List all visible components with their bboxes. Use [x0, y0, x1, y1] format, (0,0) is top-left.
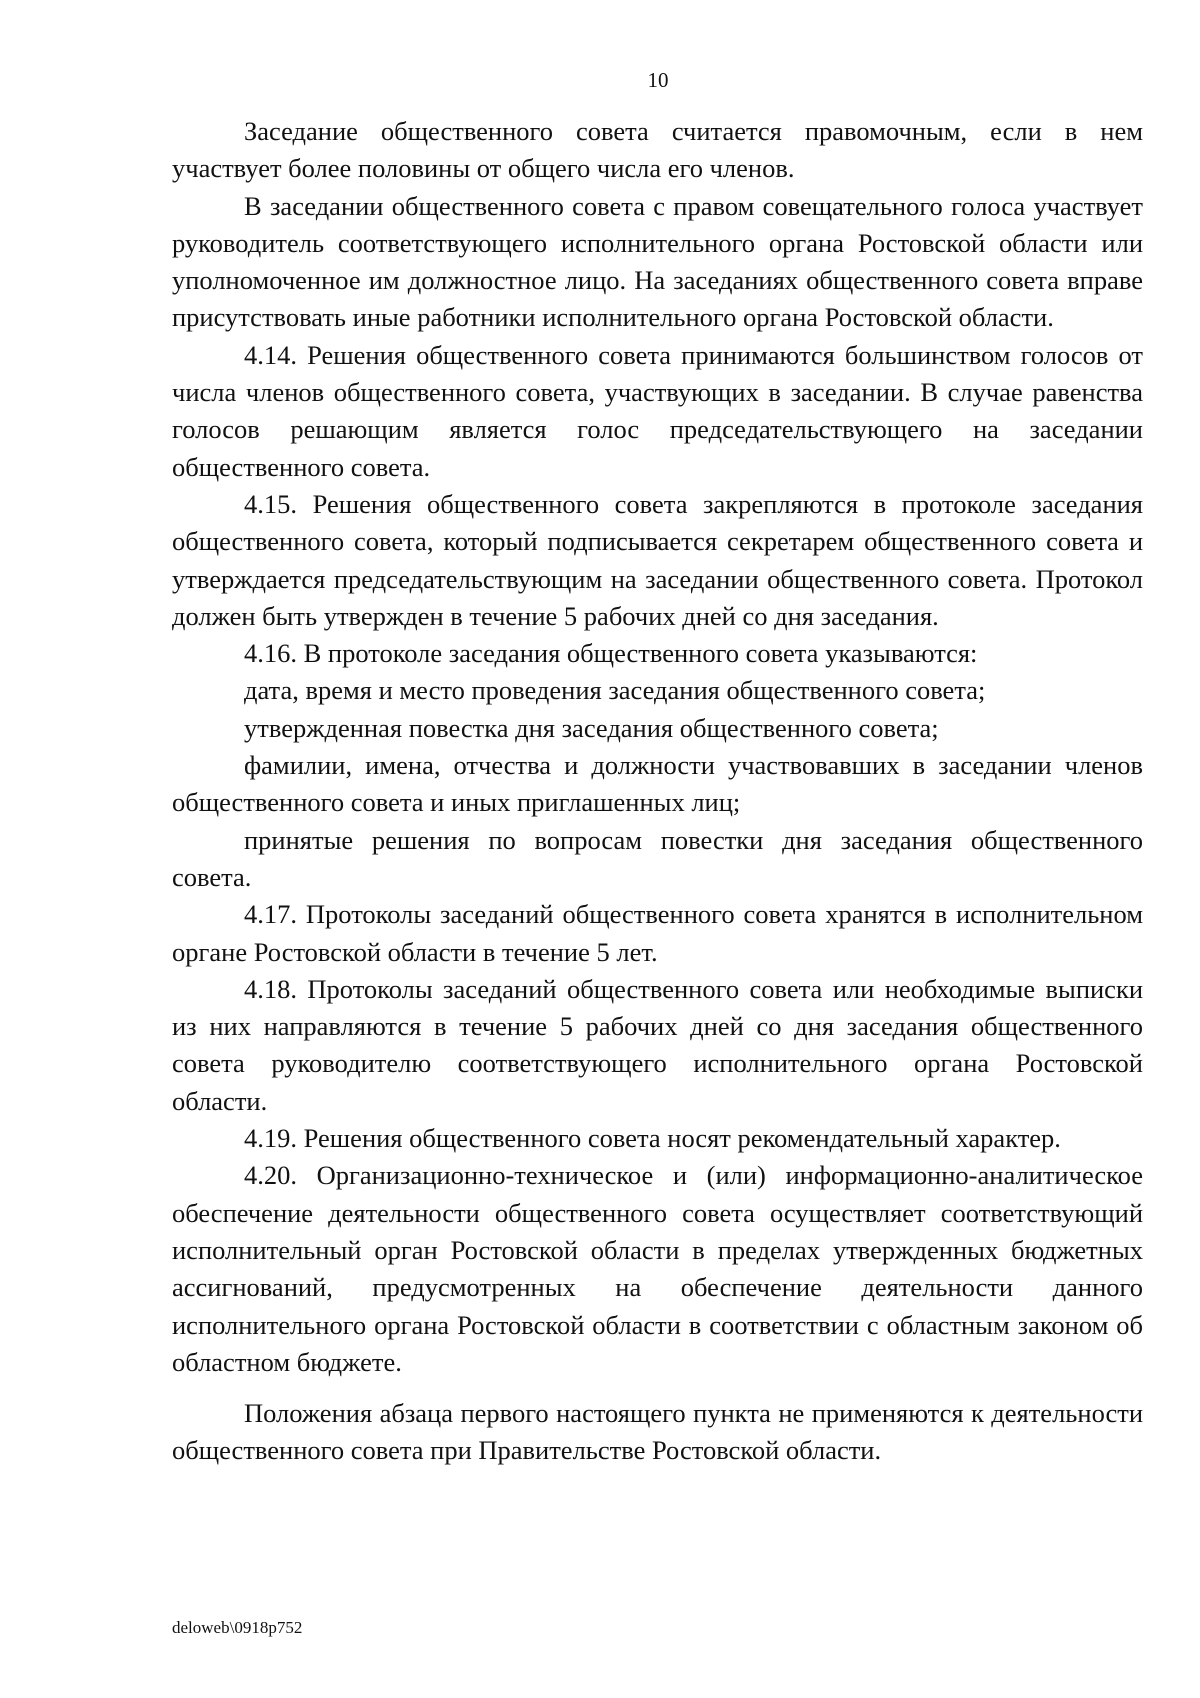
- paragraph: В заседании общественного совета с правом совещательного голоса участвует руководитель соответствующего исполнительного органа Ростовской области или уполномоченное им должностное лицо. На заседаниях общественного совета вправе присутствовать иные работники исполнительного органа Ростовской области.: [172, 190, 1143, 333]
- document-body: [172, 113, 1143, 1470]
- paragraph: 4.20. Организационно-техническое и (или) информационно-аналитическое обеспечение деятельности общественного совета осуществляет соответствующий исполнительный орган Ростовской области в пределах утвержденных бюджетных ассигнований, предусмотренных на обеспечение деятельности данного исполнительного органа Ростовской области в соответствии с областным законом об областном бюджете.: [172, 1160, 1143, 1377]
- paragraph: 4.16. В протоколе заседания общественного совета указываются:: [244, 638, 978, 669]
- page-number: 10: [647, 68, 669, 92]
- list-item: принятые решения по вопросам повестки дня заседания общественного совета.: [172, 824, 1143, 892]
- paragraph: Положения абзаца первого настоящего пункта не применяются к деятельности общественного совета при Правительстве Ростовской области.: [172, 1398, 1143, 1466]
- list-item: утвержденная повестка дня заседания общественного совета;: [244, 712, 939, 743]
- paragraph: 4.17. Протоколы заседаний общественного совета хранятся в исполнительном органе Ростовской области в течение 5 лет.: [172, 899, 1143, 967]
- list-item: фамилии, имена, отчества и должности участвовавших в заседании членов общественного совета и иных приглашенных лиц;: [172, 750, 1143, 818]
- paragraph: 4.15. Решения общественного совета закрепляются в протоколе заседания общественного совета, который подписывается секретарем общественного совета и утверждается председательствующим на заседании общественного совета. Протокол должен быть утвержден в течение 5 рабочих дней со дня заседания.: [172, 488, 1143, 631]
- list-item: дата, время и место проведения заседания общественного совета;: [244, 675, 986, 706]
- paragraph: 4.14. Решения общественного совета принимаются большинством голосов от числа членов общественного совета, участвующих в заседании. В случае равенства голосов решающим является голос председательствующего на заседании общественного совета.: [172, 339, 1143, 482]
- paragraph: Заседание общественного совета считается правомочным, если в нем участвует более половины от общего числа его членов.: [172, 116, 1143, 184]
- document-code: deloweb\0918p752: [172, 1618, 303, 1637]
- paragraph: 4.18. Протоколы заседаний общественного совета или необходимые выписки из них направляются в течение 5 рабочих дней со дня заседания общественного совета руководителю соответствующего исполнительного органа Ростовской области.: [172, 973, 1143, 1116]
- paragraph: 4.19. Решения общественного совета носят рекомендательный характер.: [244, 1123, 1061, 1154]
